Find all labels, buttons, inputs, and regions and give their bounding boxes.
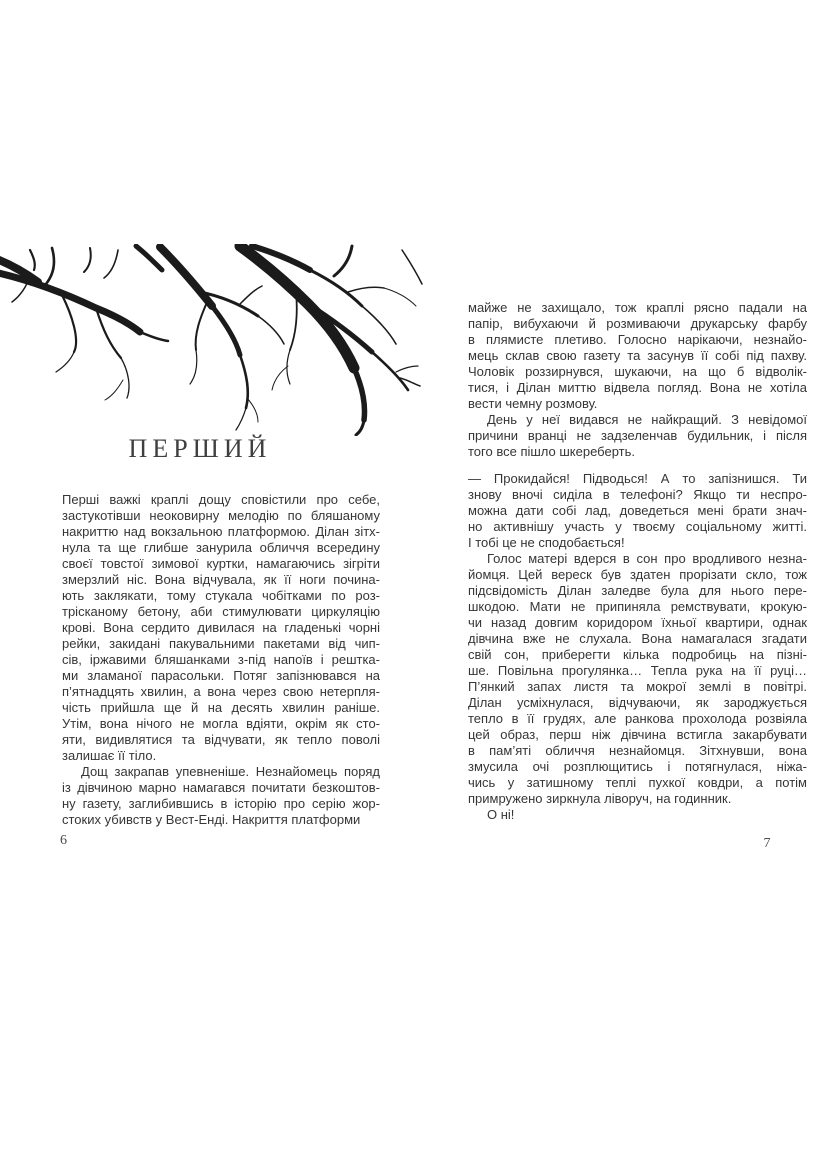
text-line: шкодою. Мати не припиняла ремствувати, крокую- [468, 599, 807, 614]
text-line: папір, вибухаючи й розмиваючи друкарську фарбу [468, 316, 807, 331]
text-line: ну газету, заглибившись в історію про серію жор- [62, 796, 380, 811]
text-line: накриттю над вокзальною платформою. Ділан зітх- [62, 524, 380, 539]
text-line: яти, видивлятися та відчувати, як тепло поволі [62, 732, 380, 747]
text-line: П’янкий запах листя та мокрої землі в повітрі. [468, 679, 807, 694]
page-number-left: 6 [60, 833, 67, 848]
text-line: Утім, вона нічого не могла вдіяти, окрім як сто- [62, 716, 380, 731]
text-line: вести чемну розмову. [468, 396, 598, 411]
text-line: Голос матері вдерся в сон про вродливого незна- [487, 551, 807, 566]
text-line: із дівчиною марно намагався почитати безкоштов- [62, 780, 380, 795]
text-line: ми зламаної парасольки. Потяг запізнювався на [62, 668, 380, 683]
text-line: ють заклякати, тому стукала чобітками по роз- [62, 588, 380, 603]
page-number-right: 7 [763, 836, 771, 851]
text-line: нула та ще глибше занурила обличчя всередину [62, 540, 380, 555]
text-line: того все пішло шкереберть. [468, 444, 635, 459]
paragraph [468, 300, 807, 412]
branch-illustration [0, 244, 432, 436]
text-line: цей образ, перш ніж дівчина встигла закарбувати [468, 727, 807, 742]
text-line: своєї товстої зимової куртки, намагаючись зігріти [62, 556, 380, 571]
text-line: в пам’яті обличчя незнайомця. Зітхнувши, вона [468, 743, 807, 758]
text-line: п’ятнадцять хвилин, а вона через свою нетерпля- [62, 684, 380, 699]
right-page-text-column [468, 300, 807, 823]
text-line: трісканому бетону, аби стимулювати циркуляцію [62, 604, 380, 619]
text-line: в плямисте плетиво. Голосно нарікаючи, незнайо- [468, 332, 807, 347]
text-line: залишає її тіло. [62, 748, 157, 763]
text-line: О ні! [487, 807, 515, 822]
text-line: Дощ закрапав упевненіше. Незнайомець поряд [81, 764, 380, 779]
text-line: змусила очі розплющитись і потягнулася, ніжа- [468, 759, 807, 774]
text-line: примружено зиркнула ліворуч, на годинник. [468, 791, 732, 806]
text-line: застукотівши неоковирну мелодію по бляшаному [62, 508, 380, 523]
text-line: Перші важкі краплі дощу сповістили про себе, [62, 492, 380, 507]
text-line: чість прийшла ще й на десять хвилин раніше. [62, 700, 380, 715]
text-line: І тобі це не сподобається! [468, 535, 625, 550]
text-line: крові. Вона сердито дивилася на гладенькі чорні [62, 620, 380, 635]
text-line: дівчина вже не слухала. Вона намагалася згадати [468, 631, 807, 646]
text-line: День у неї видався не найкращий. З невідомої [487, 412, 807, 427]
text-line: можна дати собі лад, доведеться мені брати знач- [468, 503, 807, 518]
paragraph [468, 412, 807, 460]
chapter-title: ПЕРШИЙ [128, 434, 272, 463]
text-line: — Прокидайся! Підводься! А то запізнишся. Ти [468, 471, 807, 486]
text-line: Ділан усміхнулася, відчуваючи, як зароджується [468, 695, 807, 710]
text-line: змерзлий ніс. Вона відчувала, як її ноги почина- [62, 572, 380, 587]
text-line: тися, і Ділан миттю відвела погляд. Вона не хотіла [468, 380, 807, 395]
text-line: підсвідомість Ділан заледве була для нього пере- [468, 583, 807, 598]
left-page-text-column [62, 492, 380, 828]
text-line: знову вночі сиділа в телефоні? Якщо ти неспро- [468, 487, 807, 502]
text-line: майже не захищало, тож краплі рясно падали на [468, 300, 807, 315]
text-line: рейки, закидані пакувальними пакетами від чип- [62, 636, 380, 651]
paragraph [62, 764, 380, 828]
text-line: сів, іржавими бляшанками з-під напоїв і рештка- [62, 652, 380, 667]
text-line: чись у затишному теплі пухкої ковдри, а потім [468, 775, 807, 790]
paragraph [468, 551, 807, 807]
text-line: чи назад довгим коридором їхньої квартири, однак [468, 615, 807, 630]
text-line: причини вранці не задзеленчав будильник, і після [468, 428, 807, 443]
text-line: ше. Повільна прогулянка… Тепла рука на її руці… [468, 663, 807, 678]
text-line: свій сон, приберегти кілька подробиць на пізні- [468, 647, 807, 662]
paragraph [468, 471, 807, 551]
text-line: тепло в її грудях, але ранкова прохолода розвіяла [468, 711, 807, 726]
text-line: мець склав свою газету та засунув її собі під пахву. [468, 348, 807, 363]
paragraph [468, 807, 807, 823]
text-line: стоких убивств у Вест-Енді. Накриття платформи [62, 812, 361, 827]
paragraph [62, 492, 380, 764]
text-line: Чоловік роззирнувся, шукаючи, на що б відволік- [468, 364, 807, 379]
text-line: йомця. Цей вереск був здатен прорізати скло, тож [468, 567, 807, 582]
text-line: но активнішу участь у твоєму соціальному житті. [468, 519, 807, 534]
